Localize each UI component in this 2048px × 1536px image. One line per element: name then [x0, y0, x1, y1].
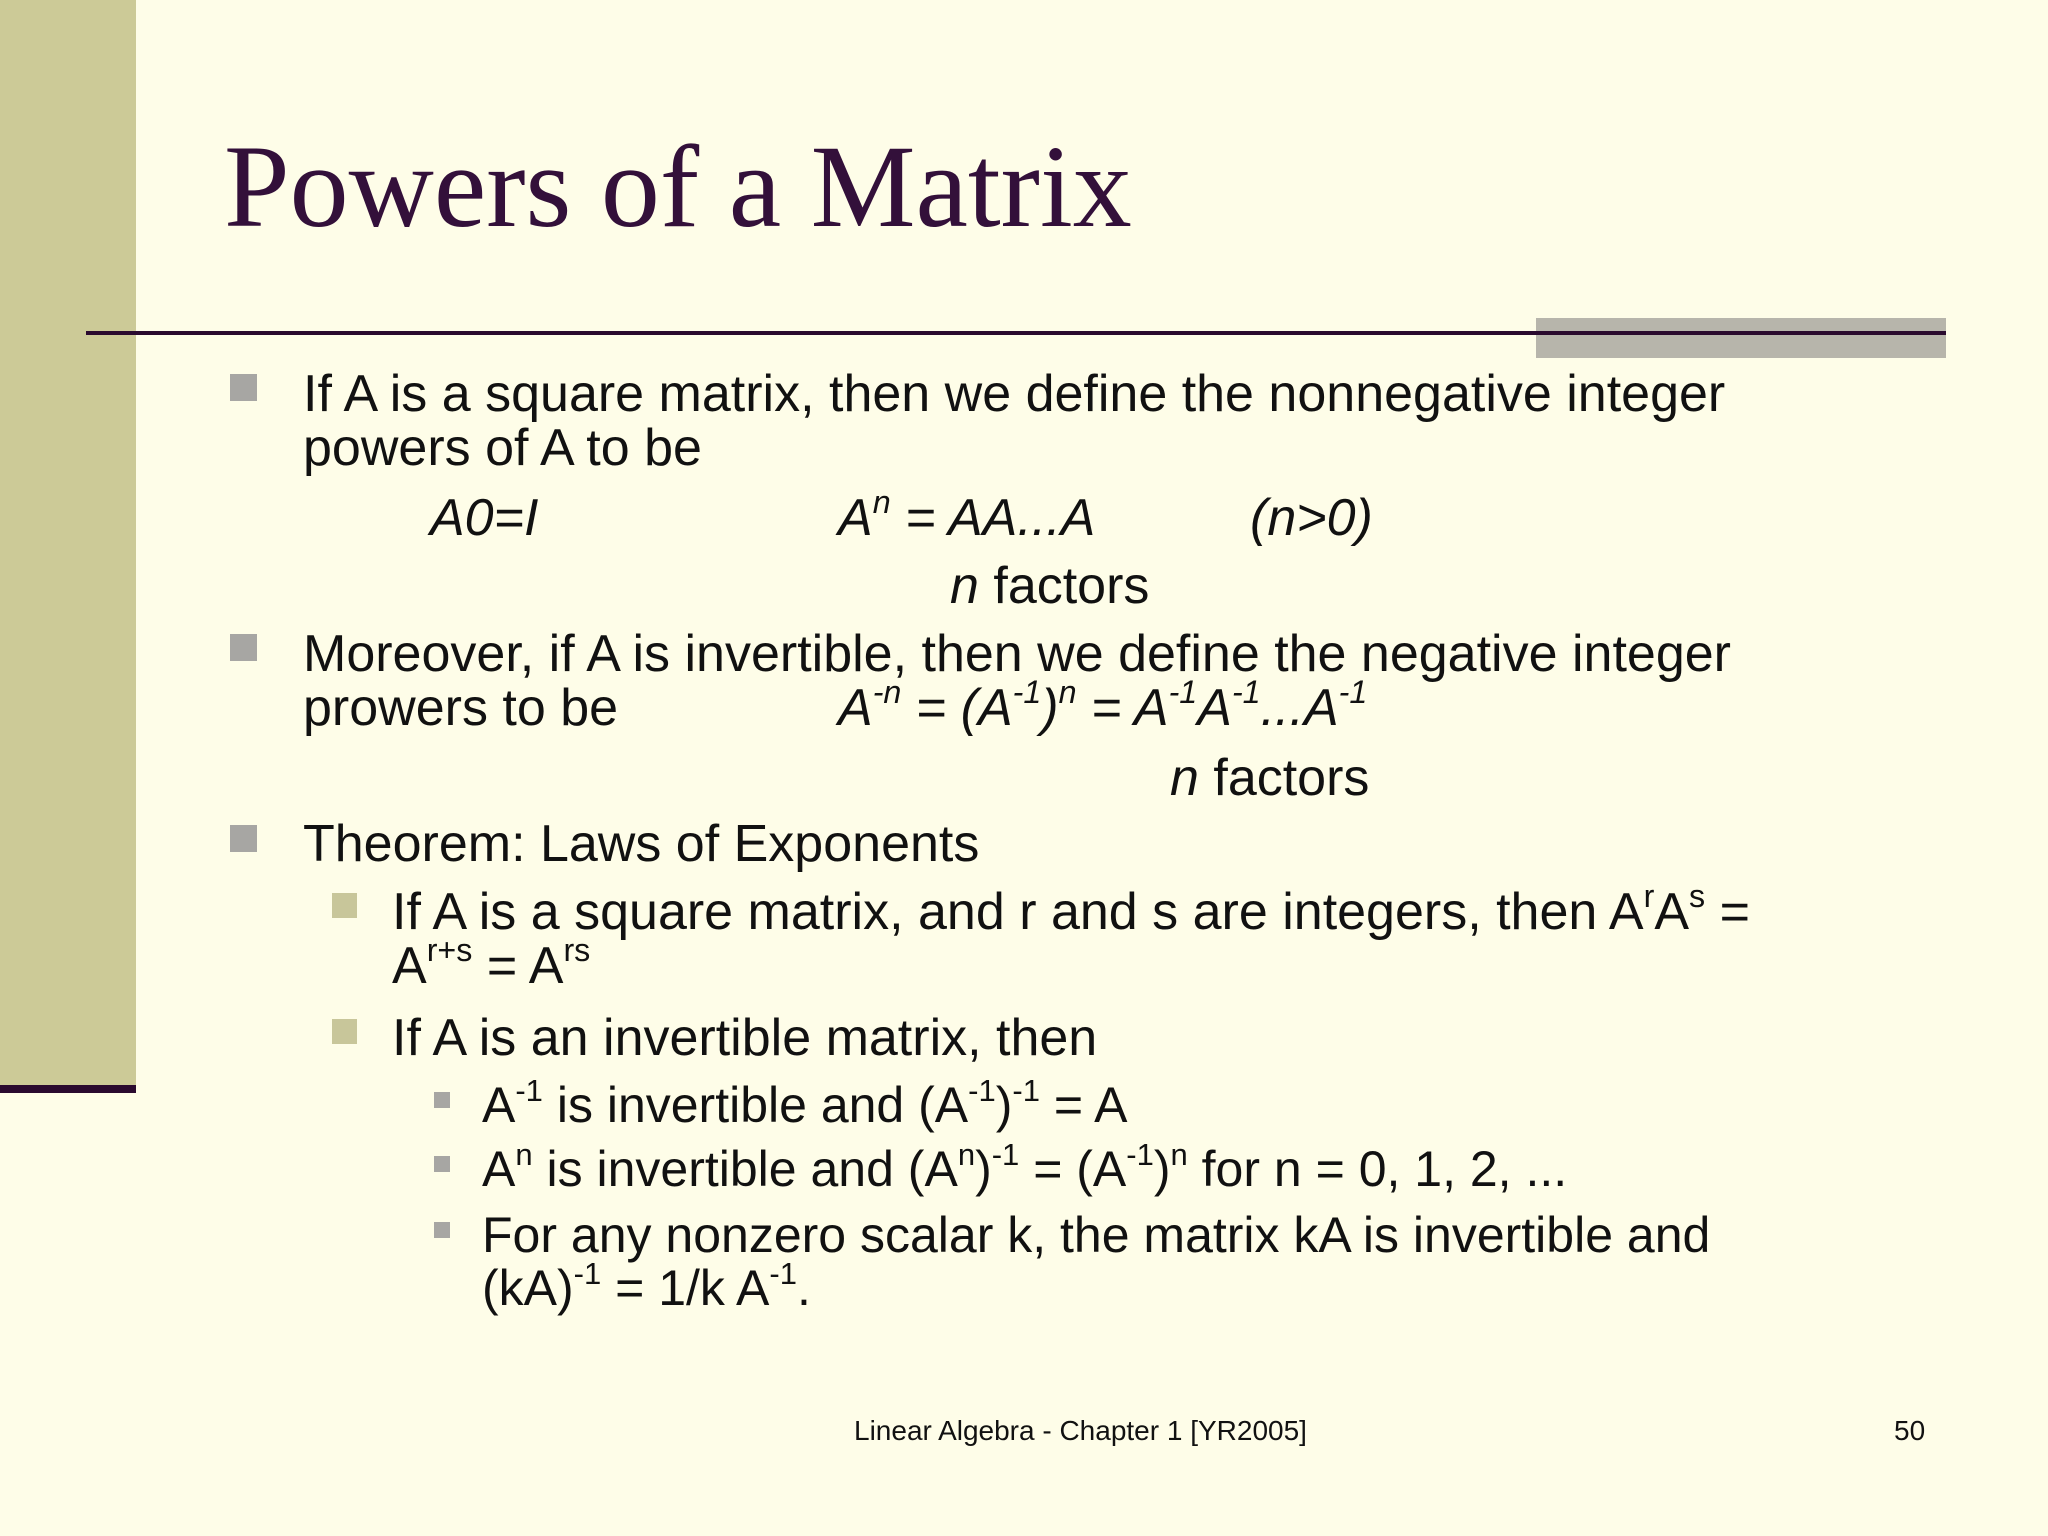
text-segment: = — [1705, 883, 1750, 941]
bullet-square-icon — [230, 374, 257, 401]
sub-sub-bullet-square-icon — [434, 1092, 450, 1108]
superscript: -1 — [1012, 1072, 1040, 1108]
text-segment: (kA) — [482, 1260, 574, 1316]
law-sub1-line1 — [392, 878, 1750, 941]
law-item1 — [482, 1072, 1128, 1133]
text-segment: A — [482, 1141, 516, 1197]
superscript: -1 — [573, 1255, 602, 1291]
text-segment: = (A — [901, 679, 1013, 737]
text-segment: = A — [1039, 1077, 1128, 1133]
superscript: r — [1643, 878, 1655, 915]
law-sub2-text: If A is an invertible matrix, then — [392, 1009, 1098, 1067]
text-segment: = A — [472, 937, 564, 995]
sub-bullet-square-icon — [332, 893, 357, 918]
law-item2 — [482, 1136, 1568, 1197]
bullet2-line2: prowers to be — [303, 679, 619, 737]
superscript: r+s — [426, 932, 473, 969]
equation-condition: (n>0) — [1250, 489, 1373, 547]
text-segment: = 1/k A — [601, 1260, 770, 1316]
law-sub1-line2 — [392, 932, 591, 995]
title-accent-bar — [1536, 318, 1946, 358]
superscript: -1 — [769, 1255, 797, 1291]
sidebar-band — [0, 0, 136, 1085]
superscript: -n — [872, 674, 902, 711]
bullet2-line1: Moreover, if A is invertible, then we define the negative integer — [303, 625, 1731, 683]
text-segment: ) — [1041, 679, 1059, 737]
equation-an: $A^n = AA...A$ — [838, 484, 1096, 547]
equation-negative-powers — [838, 674, 1368, 737]
superscript: n — [1170, 1136, 1188, 1172]
footer-text: Linear Algebra - Chapter 1 [YR2005] — [854, 1415, 1307, 1446]
text-segment: A — [1654, 883, 1690, 941]
superscript: -1 — [991, 1136, 1020, 1172]
text-segment: = A — [1076, 679, 1169, 737]
text-segment: If A is a square matrix, and r and s are integers, then A — [392, 883, 1644, 941]
text-segment: . — [796, 1260, 811, 1316]
superscript: n — [1058, 674, 1077, 711]
text-segment: ) — [995, 1077, 1013, 1133]
n-factors-label: n factors — [1170, 749, 1370, 807]
superscript: rs — [563, 932, 591, 969]
bullet1-line2: powers of A to be — [303, 419, 702, 477]
text-segment: A — [392, 937, 427, 995]
superscript: -1 — [1231, 674, 1261, 711]
text-segment: is invertible and (A — [532, 1141, 958, 1197]
superscript: n — [515, 1136, 533, 1172]
equation-a0: A0=I — [430, 489, 539, 547]
n-factors-label: n factors — [950, 557, 1150, 615]
text-segment: for n = 0, 1, 2, ... — [1187, 1141, 1568, 1197]
superscript: -1 — [1126, 1136, 1154, 1172]
text-segment: ) — [1153, 1141, 1171, 1197]
page-number: 50 — [1894, 1415, 1926, 1446]
bullet-square-icon — [230, 825, 257, 852]
superscript: -1 — [968, 1072, 996, 1108]
sidebar-rule — [0, 1085, 136, 1093]
sub-bullet-square-icon — [332, 1019, 357, 1044]
bullet3-text: Theorem: Laws of Exponents — [303, 815, 980, 873]
superscript: s — [1689, 878, 1706, 915]
slide-title: Powers of a Matrix — [224, 121, 1132, 252]
text-segment: A — [838, 679, 873, 737]
title-rule — [86, 331, 1946, 335]
text-segment: ) — [975, 1141, 992, 1197]
text-segment: A — [482, 1077, 516, 1133]
sub-sub-bullet-square-icon — [434, 1222, 450, 1238]
superscript: -1 — [1168, 674, 1198, 711]
text-segment: is invertible and (A — [542, 1077, 969, 1133]
sub-sub-bullet-square-icon — [434, 1156, 450, 1172]
law-item3-line2 — [482, 1255, 811, 1316]
superscript: -1 — [515, 1072, 543, 1108]
bullet-square-icon — [230, 634, 257, 661]
text-segment: ...A — [1260, 679, 1339, 737]
superscript: n — [957, 1136, 976, 1172]
superscript: -1 — [1338, 674, 1368, 711]
bullet1-line1: If A is a square matrix, then we define the nonnegative integer — [303, 365, 1726, 423]
law-item3-line1: For any nonzero scalar k, the matrix kA is invertible and — [482, 1207, 1711, 1263]
text-segment: = (A — [1019, 1141, 1127, 1197]
text-segment: A — [1197, 679, 1232, 737]
superscript: -1 — [1012, 674, 1042, 711]
